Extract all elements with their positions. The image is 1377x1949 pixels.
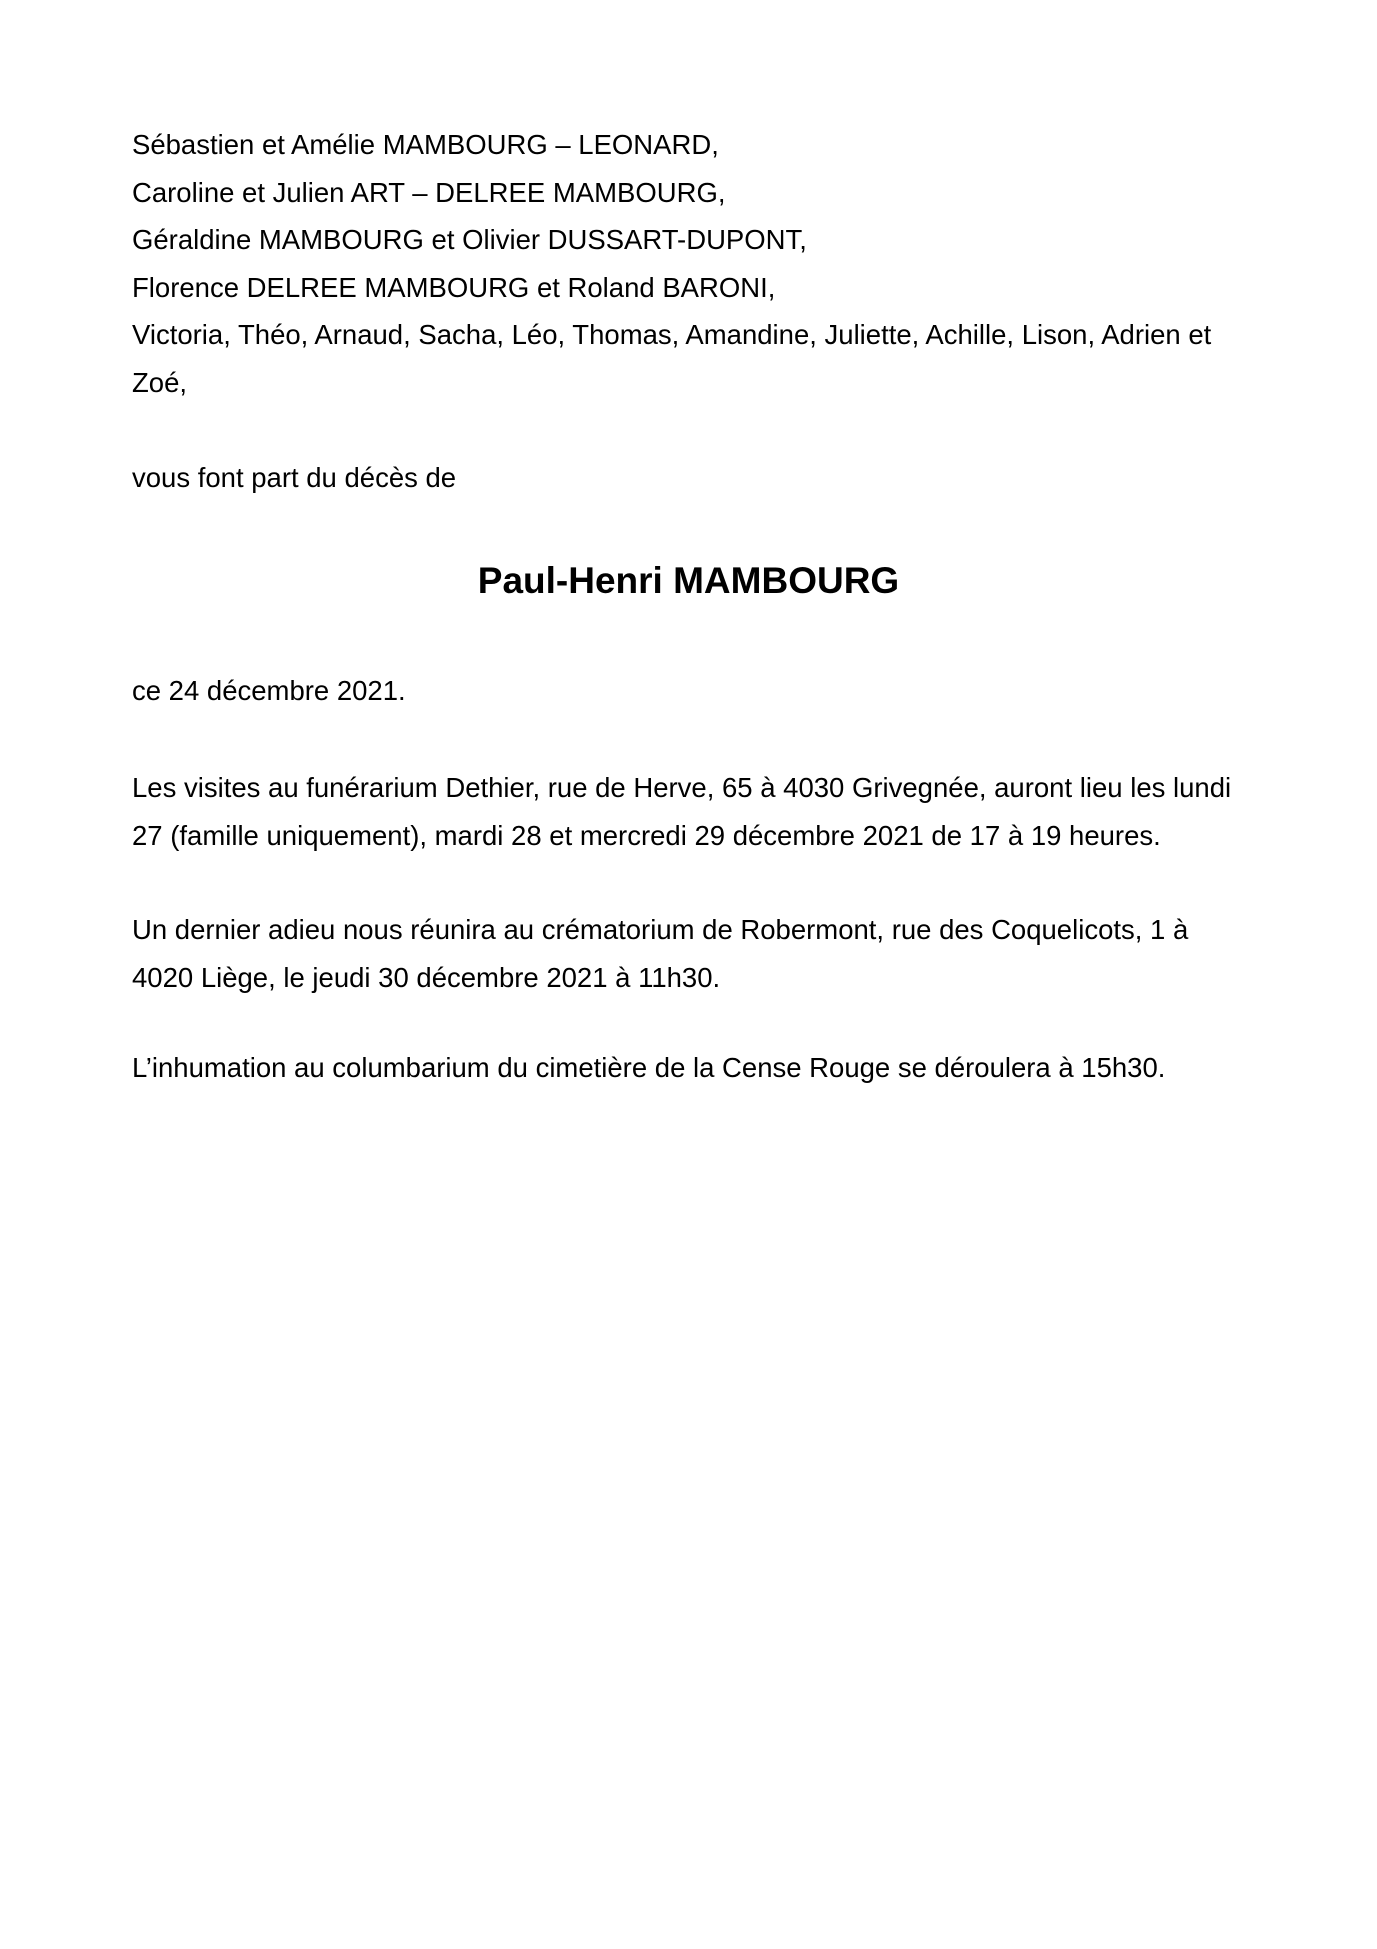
visits-line-1: Les visites au funérarium Dethier, rue de Herve, 65 à 4030 Grivegnée, auront lieu les lundi: [132, 771, 1232, 803]
visits-line-2: 27 (famille uniquement), mardi 28 et mercredi 29 décembre 2021 de 17 à 19 heures.: [132, 819, 1161, 851]
burial-paragraph: [132, 1044, 1245, 1092]
farewell-line-2: 4020 Liège, le jeudi 30 décembre 2021 à 11h30.: [132, 961, 721, 993]
family-names-block: [132, 121, 1245, 407]
family-line-4: Florence DELREE MAMBOURG et Roland BARONI,: [132, 271, 776, 303]
family-line-6: Zoé,: [132, 366, 188, 398]
burial-line-1: L’inhumation au columbarium du cimetière de la Cense Rouge se déroulera à 15h30.: [132, 1052, 1166, 1084]
visits-paragraph: [132, 764, 1245, 859]
family-line-3: Géraldine MAMBOURG et Olivier DUSSART-DUPONT,: [132, 224, 807, 256]
announcement-intro: vous font part du décès de: [132, 462, 457, 494]
farewell-paragraph: [132, 906, 1245, 1001]
deceased-name-title: Paul-Henri MAMBOURG: [477, 559, 900, 601]
death-date-line: ce 24 décembre 2021.: [132, 675, 406, 707]
family-line-1: Sébastien et Amélie MAMBOURG – LEONARD,: [132, 129, 719, 160]
farewell-line-1: Un dernier adieu nous réunira au crématorium de Robermont, rue des Coquelicots, 1 à: [132, 914, 1189, 946]
family-line-2: Caroline et Julien ART – DELREE MAMBOURG,: [132, 176, 726, 208]
family-line-5: Victoria, Théo, Arnaud, Sacha, Léo, Thomas, Amandine, Juliette, Achille, Lison, Adrien et: [132, 319, 1212, 351]
